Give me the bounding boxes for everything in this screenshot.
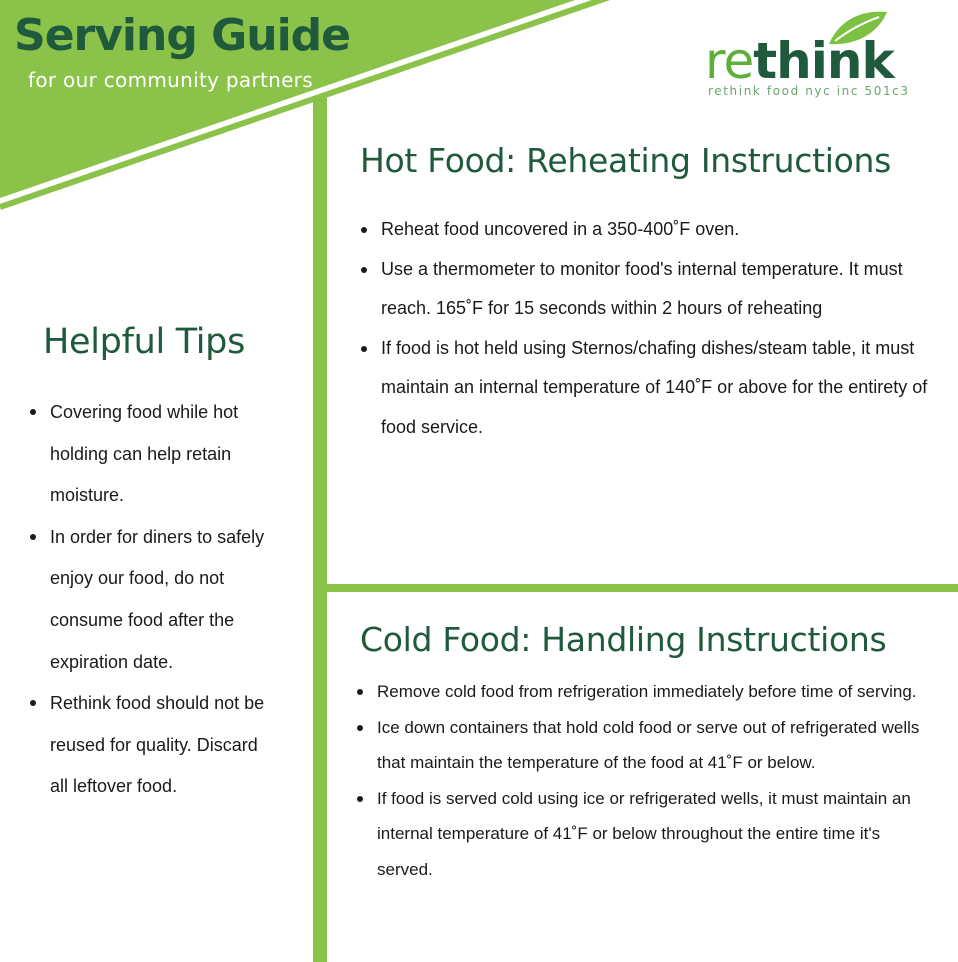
list-item: If food is served cold using ice or refrigerated wells, it must maintain an internal temperature of 41˚F or below throughout the entire time it's served. — [355, 781, 930, 888]
cold-food-title: Cold Food: Handling Instructions — [360, 620, 887, 659]
helpful-tips-title: Helpful Tips — [43, 322, 246, 362]
logo-tagline: rethink food nyc inc 501c3 — [708, 84, 910, 98]
list-item: If food is hot held using Sternos/chafing dishes/steam table, it must maintain an internal temperature of 140˚F or above for the entirety of food service. — [359, 329, 939, 448]
logo-word-bold: think — [753, 32, 894, 90]
list-item: Remove cold food from refrigeration immediately before time of serving. — [355, 674, 930, 710]
helpful-tips-list — [28, 392, 276, 808]
page-title: Serving Guide — [14, 10, 350, 61]
list-item: Reheat food uncovered in a 350-400˚F oven. — [359, 210, 939, 250]
list-item: Use a thermometer to monitor food's internal temperature. It must reach. 165˚F for 15 seconds within 2 hours of reheating — [359, 250, 939, 329]
logo-wordmark — [705, 32, 894, 90]
cold-food-list — [355, 674, 930, 888]
logo-word-light: re — [705, 32, 754, 90]
hot-food-title: Hot Food: Reheating Instructions — [360, 141, 892, 180]
list-item: Covering food while hot holding can help retain moisture. — [28, 392, 276, 517]
hot-food-list — [359, 210, 939, 447]
list-item: In order for diners to safely enjoy our food, do not consume food after the expiration date. — [28, 517, 276, 683]
vertical-divider — [313, 98, 327, 962]
rethink-logo — [705, 8, 925, 103]
list-item: Ice down containers that hold cold food or serve out of refrigerated wells that maintain the temperature of the food at 41˚F or below. — [355, 710, 930, 781]
list-item: Rethink food should not be reused for quality. Discard all leftover food. — [28, 683, 276, 808]
horizontal-divider — [327, 584, 958, 592]
page-subtitle: for our community partners — [28, 68, 313, 92]
